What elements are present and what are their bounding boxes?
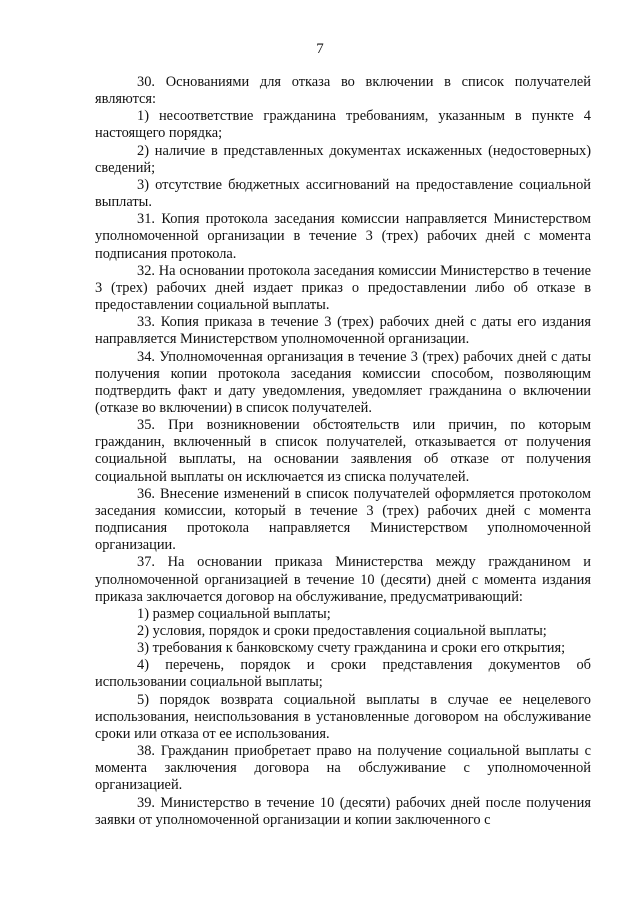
paragraph-37-item-5: 5) порядок возврата социальной выплаты в случае ее нецелевого использования, неиспользования в установленные договором на обслуживание сроки или отказа от ее использования. [95, 691, 591, 742]
paragraph-30-item-1: 1) несоответствие гражданина требованиям, указанным в пункте 4 настоящего порядка; [95, 108, 591, 142]
paragraph-37-item-4: 4) перечень, порядок и сроки представления документов об использовании социальной выплаты; [95, 657, 591, 691]
paragraph-38: 38. Гражданин приобретает право на получение социальной выплаты с момента заключения договора на обслуживание с уполномоченной организацией. [95, 743, 591, 794]
paragraph-32: 32. На основании протокола заседания комиссии Министерство в течение 3 (трех) рабочих дней издает приказ о предоставлении либо об отказе в предоставлении социальной выплаты. [95, 262, 591, 314]
paragraph-34: 34. Уполномоченная организация в течение 3 (трех) рабочих дней с даты получения копии протокола заседания комиссии способом, позволяющим подтвердить факт и дату уведомления, уведомляет гражданина о включении (отказе во включении) в список получателей. [95, 348, 591, 416]
paragraph-36: 36. Внесение изменений в список получателей оформляется протоколом заседания комиссии, который в течение 3 (трех) рабочих дней с момента подписания протокола направляется Министерством уполномоченной организации. [95, 485, 591, 554]
document-body [95, 74, 591, 829]
paragraph-30: 30. Основаниями для отказа во включении в список получателей являются: [95, 74, 591, 108]
paragraph-37: 37. На основании приказа Министерства между гражданином и уполномоченной организацией в течение 10 (десяти) дней с момента издания приказа заключается договор на обслуживание, предусматривающий: [95, 554, 591, 605]
paragraph-37-item-3: 3) требования к банковскому счету гражданина и сроки его открытия; [137, 640, 566, 657]
page-number: 7 [316, 41, 324, 57]
paragraph-31: 31. Копия протокола заседания комиссии направляется Министерством уполномоченной организации в течение 3 (трех) рабочих дней с момента подписания протокола. [95, 211, 591, 262]
paragraph-39: 39. Министерство в течение 10 (десяти) рабочих дней после получения заявки от уполномоченной организации и копии заключенного с [95, 794, 591, 828]
paragraph-30-item-3: 3) отсутствие бюджетных ассигнований на предоставление социальной выплаты. [95, 176, 591, 211]
paragraph-33: 33. Копия приказа в течение 3 (трех) рабочих дней с даты его издания направляется Министерством уполномоченной организации. [95, 314, 591, 348]
paragraph-35: 35. При возникновении обстоятельств или причин, по которым гражданин, включенный в список получателей, отказывается от получения социальной выплаты, на основании заявления об отказе от получения социальной выплаты он исключается из списка получателей. [95, 417, 591, 485]
paragraph-30-item-2: 2) наличие в представленных документах искаженных (недостоверных) сведений; [95, 142, 591, 176]
paragraph-37-item-2: 2) условия, порядок и сроки предоставления социальной выплаты; [137, 623, 547, 639]
paragraph-37-item-1: 1) размер социальной выплаты; [137, 605, 331, 622]
